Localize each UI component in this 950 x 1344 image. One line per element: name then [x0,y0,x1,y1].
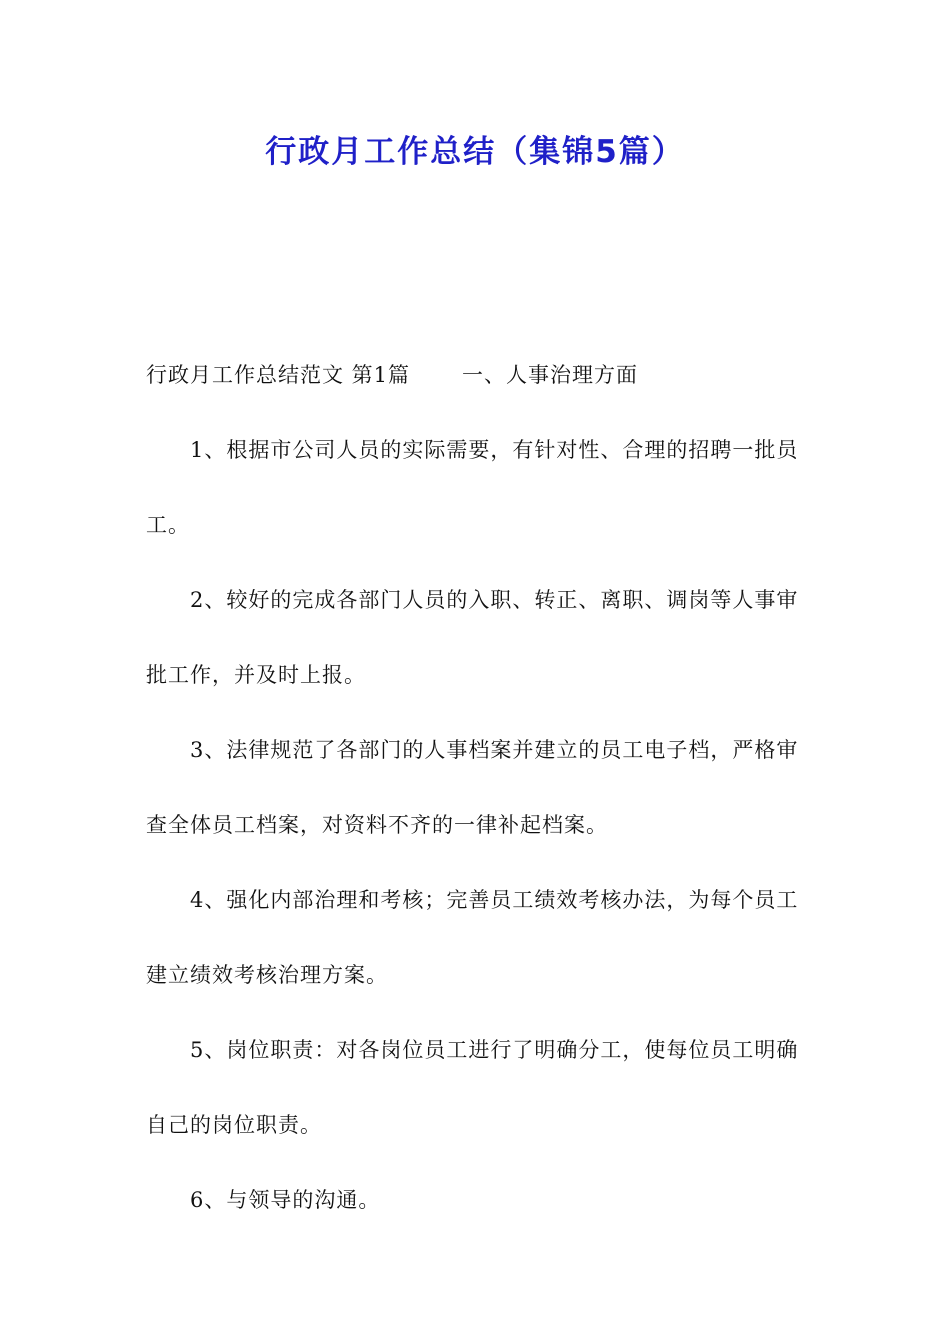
paragraph-2: 2、较好的完成各部门人员的入职、转正、离职、调岗等人事审批工作，并及时上报。 [146,588,799,687]
intro-line [146,338,811,413]
section-heading: 一、人事治理方面 [462,363,639,387]
paragraph-5: 5、岗位职责：对各岗位员工进行了明确分工，使每位员工明确自己的岗位职责。 [146,1038,799,1137]
paragraph-1: 1、根据市公司人员的实际需要，有针对性、合理的招聘一批员工。 [146,438,799,537]
paragraph-3: 3、法律规范了各部门的人事档案并建立的员工电子档，严格审查全体员工档案，对资料不齐的一律补起档案。 [146,738,799,837]
paragraph-6: 6、与领导的沟通。 [190,1188,381,1212]
document-title: 行政月工作总结（集锦5篇） [265,134,685,170]
intro-title: 行政月工作总结范文 第1篇 [146,363,411,387]
document-body [146,338,811,1238]
paragraph-4: 4、强化内部治理和考核；完善员工绩效考核办法，为每个员工建立绩效考核治理方案。 [146,888,799,987]
